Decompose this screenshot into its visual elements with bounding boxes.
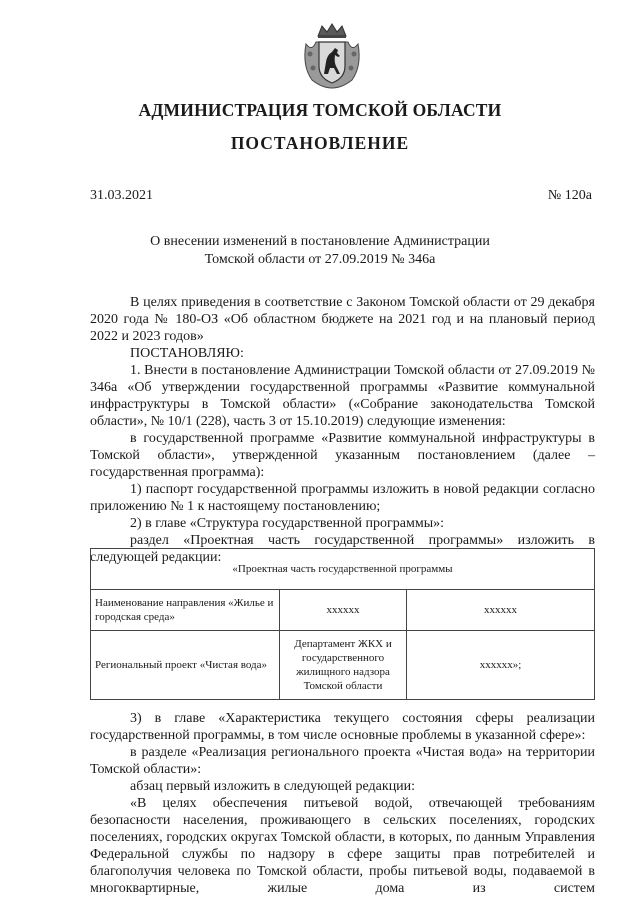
paragraph-item-1: 1. Внести в постановление Администрации Томской области от 27.09.2019 № 346а «Об утверждении государственной программы «Развитие коммунальной инфраструктуры в Томской области» («Собрание законодательства Томской области», № 10/1 (228), часть 3 от 15.10.2019) следующие изменения: [90, 363, 595, 429]
table-cell: хххххх [280, 590, 407, 631]
table-row [91, 590, 595, 631]
document-subject [0, 233, 640, 269]
paragraph-resolve: ПОСТАНОВЛЯЮ: [130, 346, 244, 361]
document-date: 31.03.2021 [90, 188, 153, 203]
organization-title: АДМИНИСТРАЦИЯ ТОМСКОЙ ОБЛАСТИ [138, 100, 502, 120]
paragraph-preamble: В целях приведения в соответствие с Законом Томской области от 29 декабря 2020 года № 180-ОЗ «Об областном бюджете на 2021 год и на плановый период 2022 и 2023 годов» [90, 295, 595, 344]
paragraph-item-2: 2) в главе «Структура государственной программы»: [130, 516, 445, 531]
table-title-row [91, 549, 595, 590]
subject-line-2: Томской области от 27.09.2019 № 346а [204, 252, 436, 267]
table-title: «Проектная часть государственной программы [91, 549, 595, 590]
document-body-top [90, 294, 595, 566]
paragraph-quoted-text: «В целях обеспечения питьевой водой, отвечающей требованиям безопасности населения, проживающего в сельских поселениях, городских поселениях, городских округах Томской области, в которых, по данным Управления Федеральной службы по надзору в сфере защиты прав потребителей и благополучия человека по Томской области, пробы питьевой воды, подаваемой в многоквартирные, жилые дома из систем [90, 796, 595, 896]
table-row [91, 631, 595, 700]
table-cell: хххххх»; [407, 631, 595, 700]
table-cell: Департамент ЖКХ и государственного жилищного надзора Томской области [280, 631, 407, 700]
paragraph-item-1-passport: 1) паспорт государственной программы изложить в новой редакции согласно приложению № 1 к настоящему постановлению; [90, 482, 595, 514]
table-cell: Наименование направления «Жилье и городская среда» [91, 590, 280, 631]
subject-line-1: О внесении изменений в постановление Администрации [150, 234, 490, 249]
paragraph-section-project: раздел «Проектная часть государственной программы» изложить в следующей редакции: [90, 533, 595, 565]
coat-of-arms-icon [300, 22, 364, 90]
project-table [90, 548, 595, 700]
table-cell: Региональный проект «Чистая вода» [91, 631, 280, 700]
paragraph-section-clean-water: в разделе «Реализация регионального проекта «Чистая вода» на территории Томской области»: [90, 745, 595, 777]
table-cell: хххххх [407, 590, 595, 631]
document-number: № 120а [547, 188, 592, 203]
paragraph-item-3: 3) в главе «Характеристика текущего состояния сферы реализации государственной программы, в том числе основные проблемы в указанной сфере»: [90, 711, 595, 743]
paragraph-first-abzac: абзац первый изложить в следующей редакции: [130, 779, 416, 794]
document-body-bottom [90, 710, 595, 897]
document-type: ПОСТАНОВЛЕНИЕ [230, 133, 410, 153]
paragraph-state-program: в государственной программе «Развитие коммунальной инфраструктуры в Томской области», утвержденной указанным постановлением (далее – государственная программа): [90, 431, 595, 480]
